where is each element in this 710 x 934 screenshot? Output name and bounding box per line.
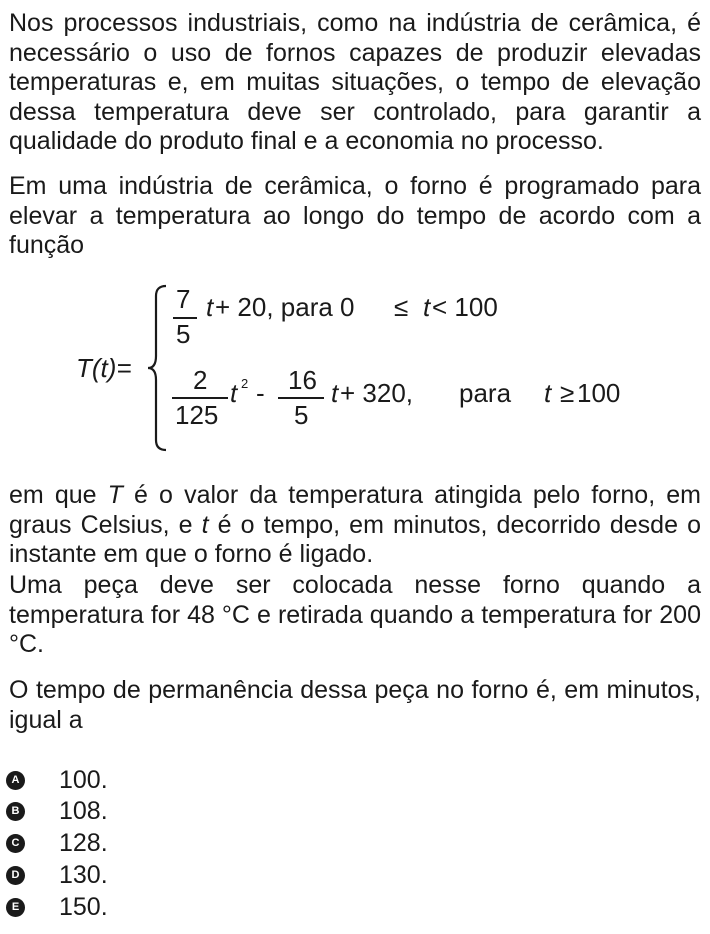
- line2-geq: ≥: [560, 378, 575, 408]
- option-b-text: 108.: [59, 796, 108, 825]
- line1-frac-num: 7: [176, 284, 191, 314]
- option-b[interactable]: [6, 796, 108, 825]
- condition-paragraph: Uma peça deve ser colocada nesse forno quando a temperatura for 48 °C e retirada quando a temperatura for 200 °C.: [9, 571, 701, 658]
- option-d-badge-icon: D: [6, 866, 25, 885]
- line1-leq: ≤: [394, 292, 409, 322]
- line2-end: 100: [577, 378, 621, 408]
- line2-minus: -: [256, 378, 265, 408]
- option-d[interactable]: [6, 860, 108, 889]
- symbol-T: T: [107, 481, 123, 509]
- option-b-badge-icon: B: [6, 802, 25, 821]
- line2-var-t: t: [230, 378, 238, 408]
- option-a-text: 100.: [59, 765, 108, 794]
- option-e-text: 150.: [59, 892, 108, 921]
- line2-exponent: 2: [241, 376, 249, 391]
- line1-var-t2: t: [423, 292, 431, 322]
- option-c-text: 128.: [59, 828, 108, 857]
- line2-frac1-bar: [172, 397, 228, 399]
- option-e-badge-icon: E: [6, 898, 25, 917]
- line2-frac1-den: 125: [175, 400, 219, 430]
- question-text: O tempo de permanência dessa peça no forno é, em minutos, igual a: [9, 676, 701, 734]
- option-a[interactable]: [6, 765, 108, 794]
- intro-paragraph-2: Em uma indústria de cerâmica, o forno é programado para elevar a temperatura ao longo do tempo de acordo com a função: [9, 172, 701, 259]
- line1-text: + 20, para 0: [215, 292, 355, 322]
- line1-frac-den: 5: [176, 319, 191, 349]
- symbol-t: t: [201, 510, 209, 539]
- line1-var-t: t: [206, 292, 214, 322]
- option-d-text: 130.: [59, 860, 108, 889]
- function-lhs: T(t)=: [76, 353, 132, 383]
- curly-brace-icon: [146, 284, 168, 452]
- line2-frac2-bar: [278, 397, 324, 399]
- line2-para: para: [459, 378, 512, 408]
- line2-frac1-num: 2: [193, 365, 208, 395]
- option-c[interactable]: [6, 828, 108, 857]
- option-c-badge-icon: C: [6, 834, 25, 853]
- temperature-function: [0, 0, 710, 460]
- line2-var-t3: t: [544, 378, 552, 408]
- explanation-paragraph: em que T é o valor da temperatura atingida pelo forno, em graus Celsius, e t é o tempo, em minutos, decorrido desde o instante em que o forno é ligado.: [9, 481, 701, 568]
- line2-text: + 320,: [340, 378, 414, 408]
- option-e[interactable]: [6, 892, 108, 921]
- line2-frac2-num: 16: [288, 365, 317, 395]
- line2-var-t2: t: [331, 378, 339, 408]
- option-a-badge-icon: A: [6, 771, 25, 790]
- line1-end: < 100: [432, 292, 498, 322]
- intro-paragraph-1: Nos processos industriais, como na indústria de cerâmica, é necessário o uso de fornos capazes de produzir elevadas temperaturas e, em muitas situações, o tempo de elevação dessa temperatura deve ser controlado, para garantir a qualidade do produto final e a economia no processo.: [9, 9, 701, 155]
- line2-frac2-den: 5: [294, 400, 309, 430]
